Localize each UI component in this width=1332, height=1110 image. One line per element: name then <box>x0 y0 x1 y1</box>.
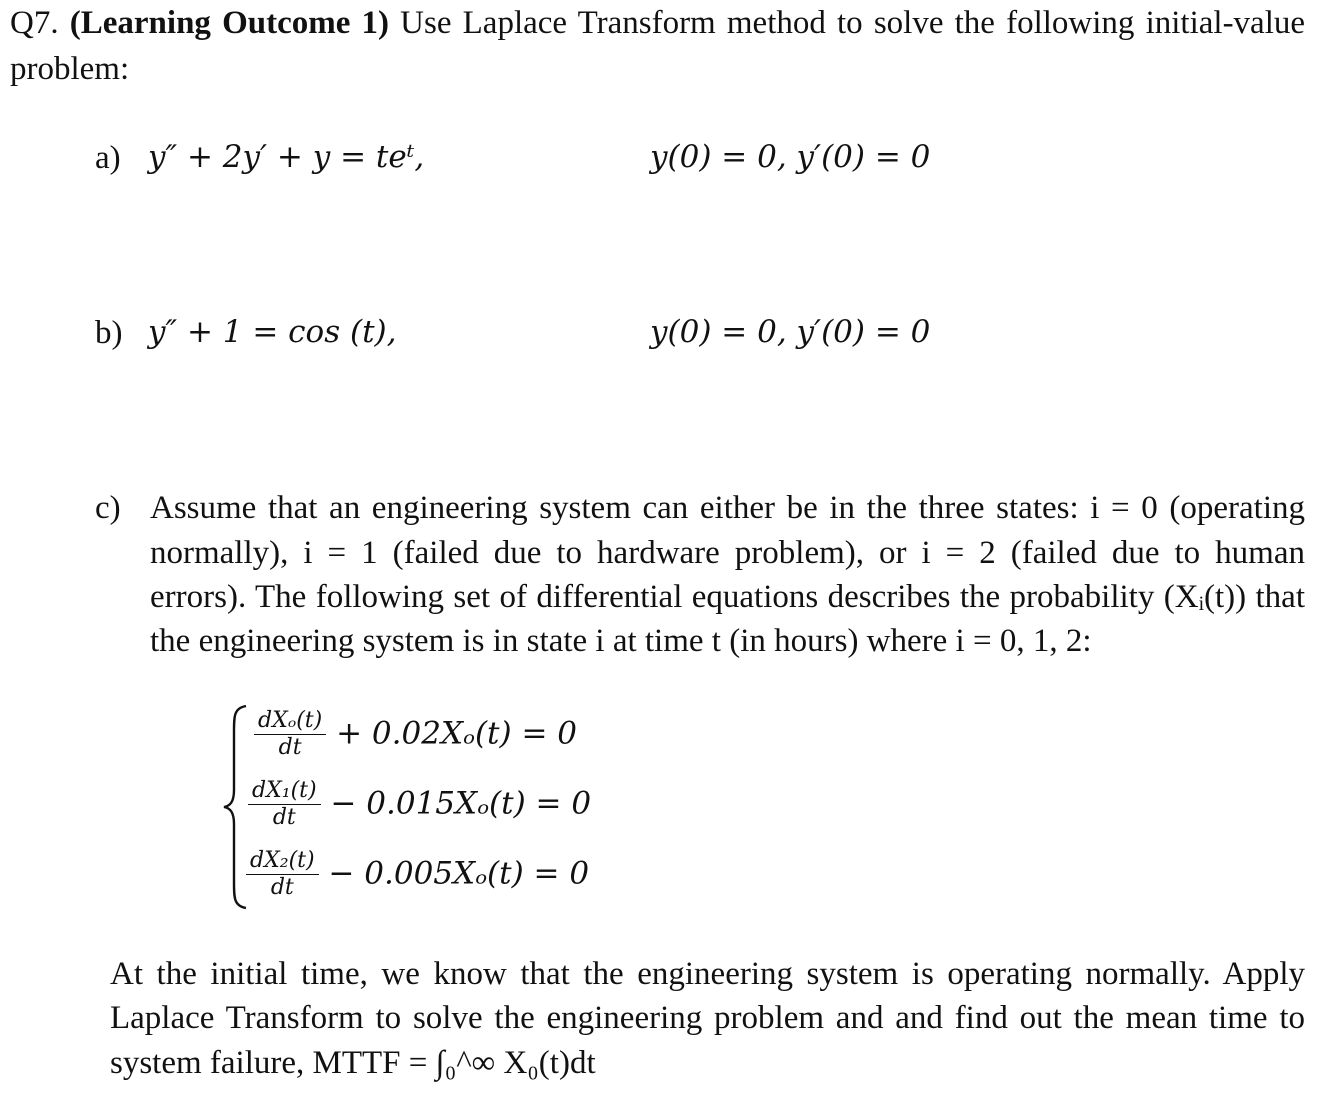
part-b-conditions: y(0) = 0, y′(0) = 0 <box>650 314 931 350</box>
part-c-line-3: errors). The following set of differential equations describes the probability (Xᵢ(t)) that <box>150 579 1305 615</box>
fraction-numerator: dX₁(t) <box>248 778 321 805</box>
derivative-fraction-1 <box>248 778 321 832</box>
part-c-line-1: Assume that an engineering system can either be in the three states: i = 0 (operating <box>150 490 1305 526</box>
instruction-text: Use Laplace Transform method to solve the following initial-value <box>389 5 1306 41</box>
derivative-fraction-2 <box>246 848 319 902</box>
fraction-numerator: dX₂(t) <box>246 848 319 875</box>
derivative-fraction-0 <box>254 708 326 762</box>
part-b-label: b) <box>95 315 123 351</box>
part-a-equation: y″ + 2y′ + y = teᵗ, <box>148 139 425 175</box>
equation-rest: + 0.02Xₒ(t) = 0 <box>336 715 578 752</box>
equation-rest: − 0.015Xₒ(t) = 0 <box>330 785 592 822</box>
closing-line-2: Laplace Transform to solve the engineering problem and and find out the mean time to <box>110 1000 1305 1036</box>
part-b-equation: y″ + 1 = cos (t), <box>148 314 397 350</box>
fraction-denominator: dt <box>272 805 296 831</box>
fraction-denominator: dt <box>270 875 294 901</box>
equation-row-1 <box>248 778 591 832</box>
question-header-line-1 <box>10 2 1305 45</box>
closing-line-1: At the initial time, we know that the engineering system is operating normally. Apply <box>110 956 1305 992</box>
part-c-line-2: normally), i = 1 (failed due to hardware problem), or i = 2 (failed due to human <box>150 535 1305 571</box>
part-a-conditions: y(0) = 0, y′(0) = 0 <box>650 139 931 175</box>
learning-outcome: (Learning Outcome 1) <box>69 5 390 41</box>
equation-rest: − 0.005Xₒ(t) = 0 <box>328 855 590 892</box>
part-c-line-4: the engineering system is in state i at time t (in hours) where i = 0, 1, 2: <box>150 623 1092 659</box>
closing-line-3: system failure, MTTF = ∫₀^∞ X₀(t)dt <box>110 1045 596 1081</box>
equation-row-2 <box>246 848 589 902</box>
fraction-denominator: dt <box>278 735 302 761</box>
part-c-label: c) <box>95 490 121 526</box>
fraction-numerator: dXₒ(t) <box>254 708 326 735</box>
equation-row-0 <box>254 708 577 762</box>
equation-system <box>222 702 642 912</box>
question-header-line-2: problem: <box>10 51 130 87</box>
question-number: Q7. <box>10 5 59 41</box>
part-a-label: a) <box>95 140 121 176</box>
